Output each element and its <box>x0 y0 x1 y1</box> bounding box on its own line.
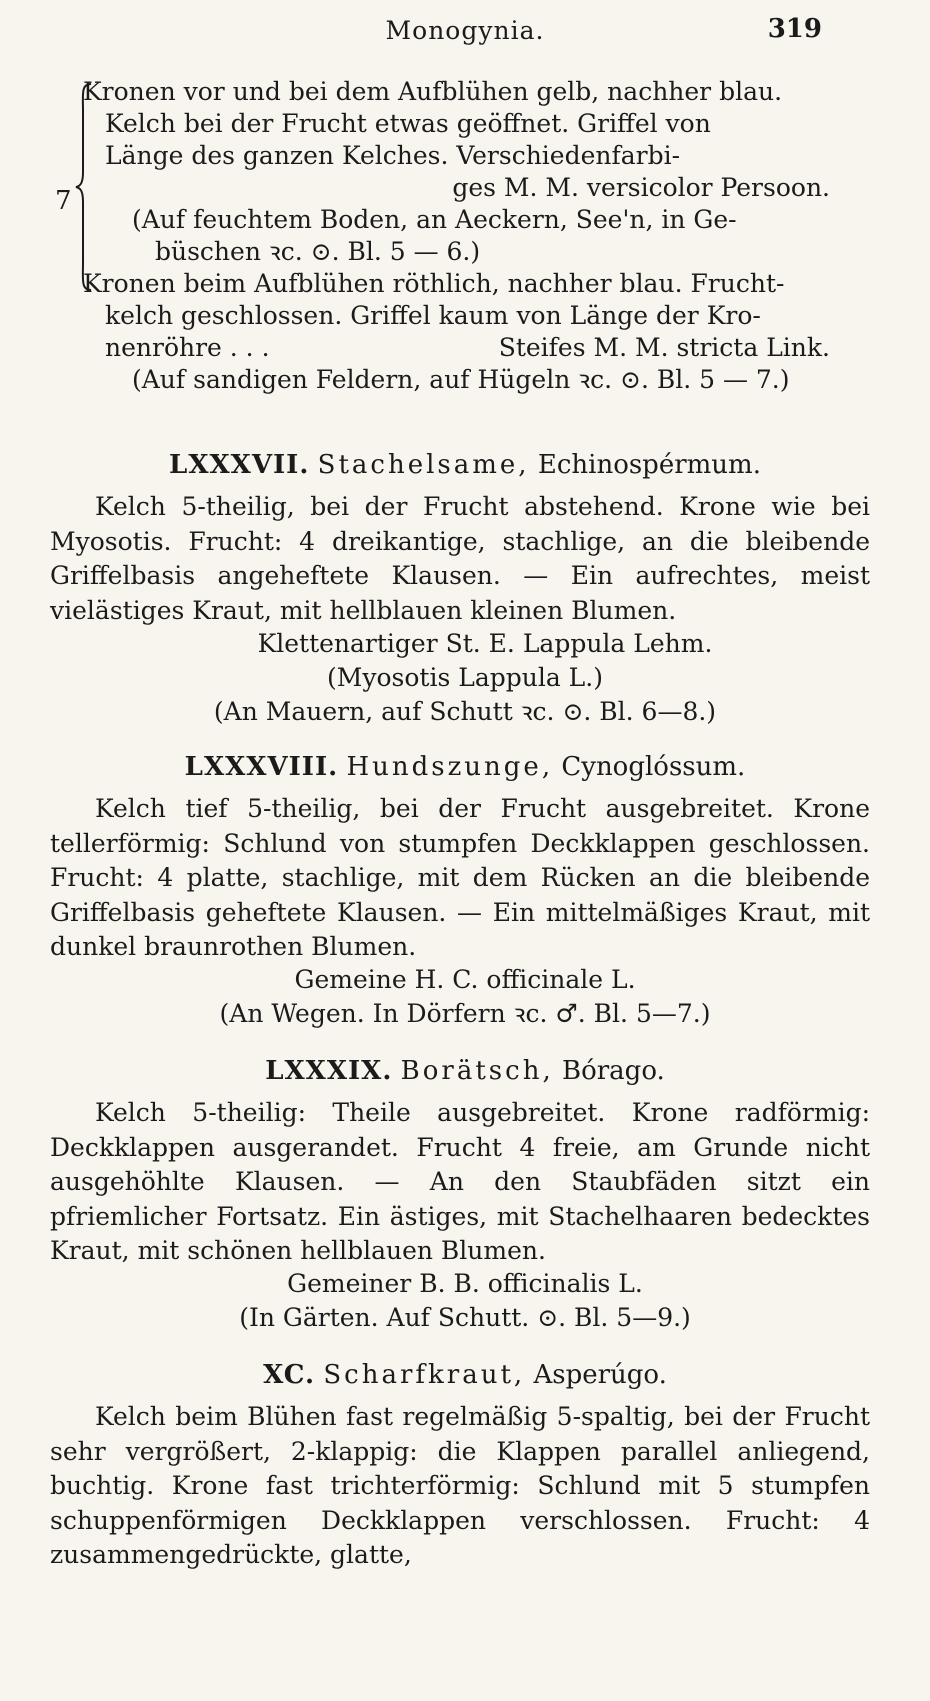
genus-number: LXXXVII. <box>169 450 310 480</box>
genus-description: Kelch tief 5-theilig, bei der Frucht ausgebreitet. Krone tellerförmig: Schlund von stumpfen Deckklappen geschlossen. Frucht: 4 platte, stachlige, mit dem Rücken an die bleibende Griffelbasis geheftete Klausen. — Ein mittelmäßiges Kraut, mit dunkel braunrothen Blumen. <box>50 794 870 961</box>
page-number: 319 <box>767 14 822 44</box>
key-b-habitat: (Auf sandigen Feldern, auf Hügeln ꝛc. ⊙. Bl. 5 — 7.) <box>132 365 790 394</box>
key-couplet <box>55 74 855 434</box>
key-a-line: Kelch bei der Frucht etwas geöffnet. Griffel von <box>105 109 711 138</box>
genus-number: XC. <box>263 1360 316 1390</box>
genus-name-german: Stachelsame, <box>317 450 530 480</box>
genus-description: Kelch 5-theilig: Theile ausgebreitet. Krone radförmig: Deckklappen ausgerandet. Frucht 4 freie, am Grunde nicht ausgehöhlte Klausen. — An den Staubfäden sitzt ein pfriemlicher Fortsatz. Ein ästiges, mit Stachelhaaren bedecktes Kraut, mit schönen hellblauen Blumen. <box>50 1098 870 1265</box>
species-line: Gemeiner B. B. officinalis L. <box>287 1269 643 1298</box>
page-header <box>0 10 930 50</box>
species-line: Klettenartiger St. E. Lappula Lehm. <box>257 629 713 658</box>
key-b-species: Steifes M. M. stricta Link. <box>498 333 830 362</box>
species-habitat: (An Mauern, auf Schutt ꝛc. ⊙. Bl. 6—8.) <box>213 697 717 726</box>
key-b-line: kelch geschlossen. Griffel kaum von Länge der Kro- <box>105 301 761 330</box>
species-synonym: (Myosotis Lappula L.) <box>327 663 603 692</box>
genus-name-german: Hundszunge, <box>346 752 554 782</box>
couplet-number: 7 <box>55 186 72 216</box>
genus-name-german: Borätsch, <box>400 1056 554 1086</box>
species-habitat: (In Gärten. Auf Schutt. ⊙. Bl. 5—9.) <box>239 1303 691 1332</box>
species-habitat: (An Wegen. In Dörfern ꝛc. ♂. Bl. 5—7.) <box>219 999 711 1028</box>
species-line: Gemeine H. C. officinale L. <box>294 965 636 994</box>
genus-heading <box>0 1052 930 1090</box>
running-head: Monogynia. <box>385 16 545 45</box>
brace-icon <box>75 82 93 292</box>
genus-number: LXXXVIII. <box>184 752 339 782</box>
genus-heading <box>0 446 930 484</box>
key-b-line: nenröhre . . . <box>105 333 270 362</box>
key-b-line: Kronen beim Aufblühen röthlich, nachher blau. Frucht- <box>83 269 785 298</box>
genus-name-latin: Echinospérmum. <box>537 450 761 480</box>
genus-description: Kelch beim Blühen fast regelmäßig 5-spaltig, bei der Frucht sehr vergrößert, 2-klappig: die Klappen parallel anliegend, buchtig. Krone fast trichterförmig: Schlund mit 5 stumpfen schuppenförmigen Deckklappen verschlossen. Frucht: 4 zusammengedrückte, glatte, <box>50 1402 870 1569</box>
key-a-habitat: (Auf feuchtem Boden, an Aeckern, See'n, in Ge- <box>132 205 737 234</box>
genus-heading <box>0 1356 930 1394</box>
genus-name-latin: Asperúgo. <box>533 1360 667 1390</box>
key-a-line: Kronen vor und bei dem Aufblühen gelb, nachher blau. <box>83 77 783 106</box>
key-a-line: Länge des ganzen Kelches. Verschiedenfarbi- <box>105 141 681 170</box>
key-a-habitat: büschen ꝛc. ⊙. Bl. 5 — 6.) <box>155 237 481 266</box>
genus-name-latin: Bórago. <box>561 1056 665 1086</box>
genus-description: Kelch 5-theilig, bei der Frucht abstehend. Krone wie bei Myosotis. Frucht: 4 dreikantige, stachlige, an die bleibende Griffelbasis angeheftete Klausen. — Ein aufrechtes, meist vielästiges Kraut, mit hellblauen kleinen Blumen. <box>50 492 870 625</box>
genus-name-german: Scharfkraut, <box>323 1360 526 1390</box>
genus-number: LXXXIX. <box>265 1056 393 1086</box>
key-a-species: ges M. M. versicolor Persoon. <box>452 173 830 202</box>
genus-heading <box>0 748 930 786</box>
genus-name-latin: Cynoglóssum. <box>561 752 746 782</box>
